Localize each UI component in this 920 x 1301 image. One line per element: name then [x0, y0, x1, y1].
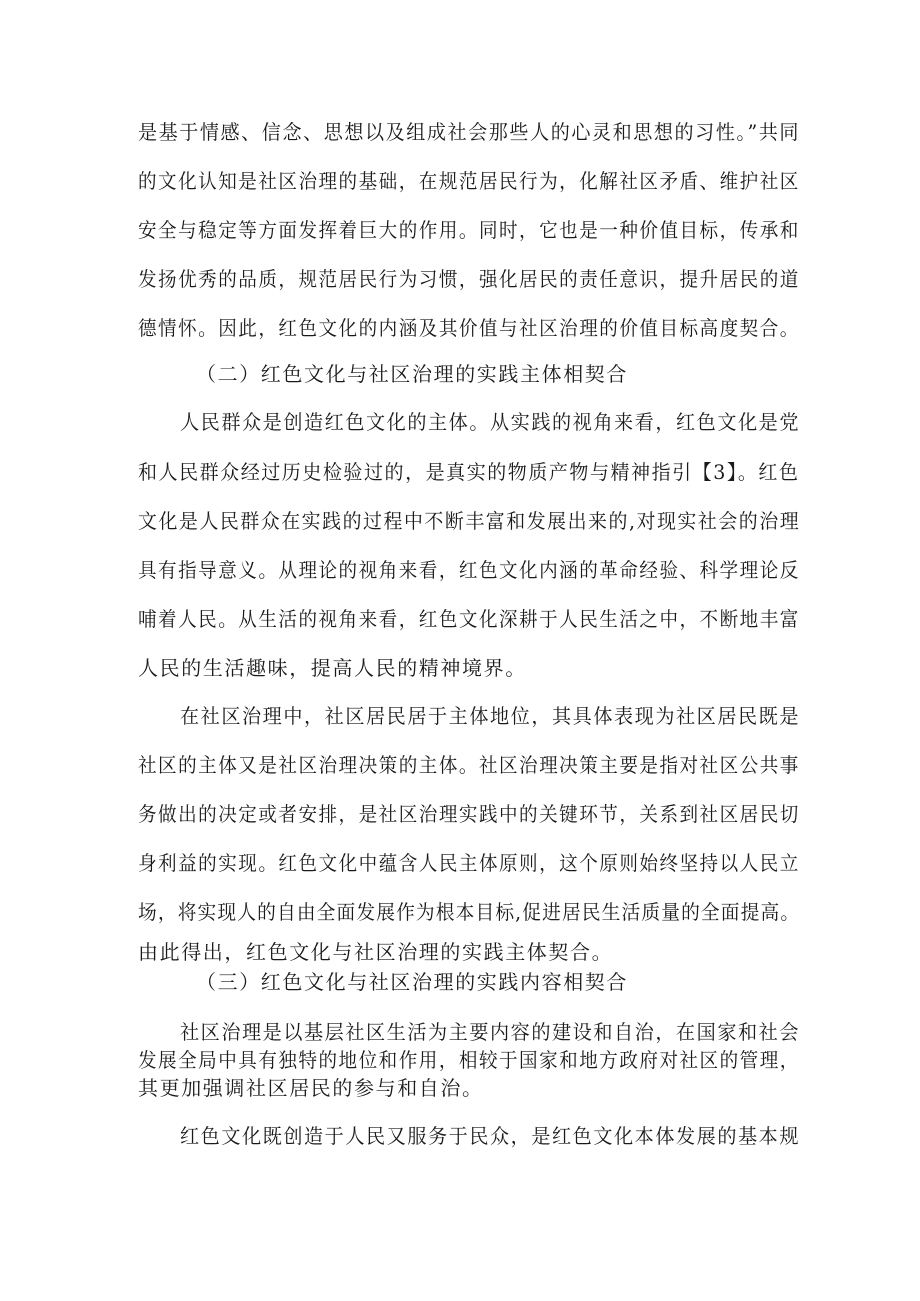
paragraph-line: 发扬优秀的品质，规范居民行为习惯，强化居民的责任意识，提升居民的道 [138, 267, 800, 291]
section-heading: （三）红色文化与社区治理的实践内容相契合 [196, 970, 628, 994]
paragraph-line: 德情怀。因此，红色文化的内涵及其价值与社区治理的价值目标高度契合。 [138, 316, 800, 340]
paragraph-line: 社区的主体又是社区治理决策的主体。社区治理决策主要是指对社区公共事 [138, 753, 800, 777]
paragraph-line: 其更加强调社区居民的参与和自治。 [138, 1076, 484, 1100]
section-heading: （二）红色文化与社区治理的实践主体相契合 [196, 362, 628, 386]
paragraph-line: 和人民群众经过历史检验过的，是真实的物质产物与精神指引【3】。红色 [138, 460, 800, 484]
paragraph-line: 的文化认知是社区治理的基础，在规范居民行为，化解社区矛盾、维护社区 [138, 169, 800, 193]
paragraph-line: 人民群众是创造红色文化的主体。从实践的视角来看，红色文化是党 [180, 410, 801, 434]
paragraph-line: 人民的生活趣味，提高人民的精神境界。 [138, 656, 527, 680]
paragraph-line: 安全与稳定等方面发挥着巨大的作用。同时，它也是一种价值目标，传承和 [138, 218, 800, 242]
paragraph-line: 在社区治理中，社区居民居于主体地位，其具体表现为社区居民既是 [180, 704, 801, 728]
paragraph-line: 是基于情感、信念、思想以及组成社会那些人的心灵和思想的习性。”共同 [138, 120, 801, 144]
paragraph-line: 身利益的实现。红色文化中蕴含人民主体原则，这个原则始终坚持以人民立 [138, 851, 800, 875]
paragraph-line: 具有指导意义。从理论的视角来看，红色文化内涵的革命经验、科学理论反 [138, 558, 800, 582]
paragraph-line: 社区治理是以基层社区生活为主要内容的建设和自治，在国家和社会 [180, 1020, 801, 1044]
paragraph-line: 务做出的决定或者安排，是社区治理实践中的关键环节，关系到社区居民切 [138, 802, 800, 826]
paragraph-line: 发展全局中具有独特的地位和作用，相较于国家和地方政府对社区的管理， [138, 1048, 800, 1072]
paragraph-line: 场，将实现人的自由全面发展作为根本目标,促进居民生活质量的全面提高。 [138, 900, 801, 924]
paragraph-line: 由此得出，红色文化与社区治理的实践主体契合。 [138, 940, 614, 964]
paragraph-line: 哺着人民。从生活的视角来看，红色文化深耕于人民生活之中，不断地丰富 [138, 607, 800, 631]
paragraph-line: 红色文化既创造于人民又服务于民众，是红色文化本体发展的基本规 [180, 1124, 801, 1148]
paragraph-line: 文化是人民群众在实践的过程中不断丰富和发展出来的,对现实社会的治理 [138, 509, 801, 533]
